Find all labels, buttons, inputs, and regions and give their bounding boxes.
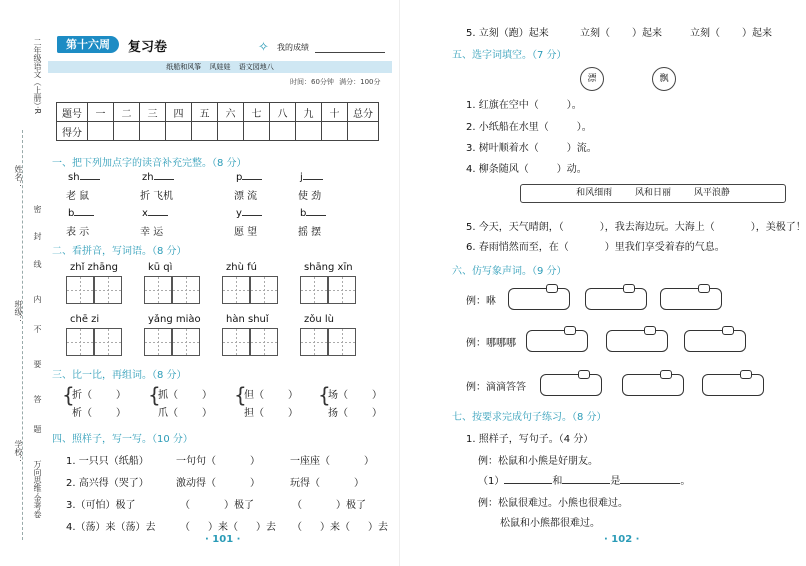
- compare-char-line: 折（ ）: [72, 390, 126, 401]
- pinyin-blank: y: [236, 208, 262, 219]
- grade-label: 二年级语文（上册）·R: [33, 38, 42, 115]
- writing-grid-cell: [94, 328, 122, 356]
- score-row-label: 得分: [57, 122, 88, 141]
- score-input-cell[interactable]: [114, 122, 140, 141]
- score-header-cell: 题号: [57, 103, 88, 122]
- s6-box-2: [585, 288, 647, 310]
- grid-pinyin: kū qì: [148, 262, 173, 273]
- score-header-cell: 一: [88, 103, 114, 122]
- page-number-left: · 101 ·: [205, 534, 241, 545]
- s7-blank-line: （1） 和 是 。: [478, 476, 691, 487]
- s7-q1: 1. 照样子，写句子。（4 分）: [466, 434, 594, 445]
- score-header-cell: 三: [140, 103, 166, 122]
- q5-blank-2: 立刻（ ）起来: [690, 28, 772, 39]
- binding-strip: [0, 0, 44, 566]
- publisher-label: 万向思维·金考卷: [33, 460, 42, 519]
- star-icon: ✧: [258, 40, 269, 55]
- score-header-cell: 八: [270, 103, 296, 122]
- cut-mark-6: 要: [33, 360, 42, 368]
- section-3-title: 三、比一比，再组词。（8 分）: [52, 370, 187, 381]
- score-input-cell[interactable]: [140, 122, 166, 141]
- writing-grid-cell: [222, 328, 250, 356]
- s6-box-5: [606, 330, 668, 352]
- page-title: 复习卷: [128, 40, 168, 55]
- pattern-blank-2: （ ）极了: [292, 500, 366, 511]
- compare-char-line: 但（ ）: [244, 390, 298, 401]
- writing-grid-cell: [144, 276, 172, 304]
- writing-grid-cell: [328, 276, 356, 304]
- lesson-banner: 纸船和风筝 风娃娃 语文园地八: [48, 61, 392, 73]
- cut-mark-7: 答: [33, 395, 42, 403]
- brace-symbol: {: [62, 383, 75, 407]
- pattern-blank-1: 激动得（ ）: [176, 478, 260, 489]
- word-with-dotted-char: 漂 流: [234, 191, 258, 202]
- brace-symbol: {: [148, 383, 161, 407]
- writing-grid-cell: [300, 276, 328, 304]
- pinyin-blank: sh: [68, 172, 100, 183]
- s6-example-2: 例：哪哪哪: [466, 338, 516, 349]
- grid-pinyin: chē zi: [70, 314, 100, 325]
- week-badge: 第十六周: [57, 36, 119, 53]
- word-with-dotted-char: 使 劲: [298, 191, 322, 202]
- score-input-cell[interactable]: [218, 122, 244, 141]
- pattern-example: 3.（可怕）极了: [66, 500, 136, 511]
- pin-icon: [578, 370, 590, 379]
- score-input-cell[interactable]: [88, 122, 114, 141]
- s6-box-1: [508, 288, 570, 310]
- writing-grid-cell: [222, 276, 250, 304]
- flower-char-piao2: 飘: [652, 67, 676, 91]
- score-table: [56, 102, 379, 141]
- score-input-cell[interactable]: [348, 122, 379, 141]
- score-header-cell: 七: [244, 103, 270, 122]
- compare-char-line: 爪（ ）: [158, 408, 212, 419]
- grid-pinyin: zhǐ zhāng: [70, 262, 118, 273]
- writing-grid-cell: [94, 276, 122, 304]
- pin-icon: [698, 284, 710, 293]
- pin-icon: [722, 326, 734, 335]
- q5-blank-1: 立刻（ ）起来: [580, 28, 662, 39]
- pin-icon: [660, 370, 672, 379]
- pin-icon: [546, 284, 558, 293]
- cut-mark-2: 封: [33, 232, 42, 240]
- cut-mark-8: 题: [33, 425, 42, 433]
- compare-char-line: 析（ ）: [72, 408, 126, 419]
- pattern-blank-1: （ ）来（ ）去: [180, 522, 276, 533]
- grid-pinyin: shāng xīn: [304, 262, 353, 273]
- class-label: 班级：: [14, 300, 23, 324]
- section-4-title: 四、照样子，写一写。（10 分）: [52, 434, 193, 445]
- compare-char-line: 担（ ）: [244, 408, 298, 419]
- pinyin-blank: b: [68, 208, 94, 219]
- school-label: 学校：: [14, 440, 23, 464]
- pinyin-blank: j: [300, 172, 323, 183]
- pattern-blank-2: 一座座（ ）: [290, 456, 374, 467]
- pinyin-blank: zh: [142, 172, 174, 183]
- word-with-dotted-char: 折 飞机: [140, 191, 174, 202]
- compare-char-line: 抓（ ）: [158, 390, 212, 401]
- page-divider: [399, 0, 400, 566]
- pin-icon: [644, 326, 656, 335]
- pattern-blank-2: 玩得（ ）: [290, 478, 364, 489]
- s6-box-7: [540, 374, 602, 396]
- score-header-cell: 十: [322, 103, 348, 122]
- s6-box-9: [702, 374, 764, 396]
- pin-icon: [623, 284, 635, 293]
- word-with-dotted-char: 愿 望: [234, 227, 258, 238]
- score-input-cell[interactable]: [322, 122, 348, 141]
- s6-box-8: [622, 374, 684, 396]
- section-1-title: 一、把下列加点字的读音补充完整。（8 分）: [52, 158, 247, 169]
- pinyin-blank: b: [300, 208, 326, 219]
- cut-mark-3: 线: [33, 260, 42, 268]
- score-input-cell[interactable]: [166, 122, 192, 141]
- s6-example-3: 例：滴滴答答: [466, 382, 526, 393]
- pinyin-blank: x: [142, 208, 168, 219]
- flower-char-piao1: 漂: [580, 67, 604, 91]
- s6-box-4: [526, 330, 588, 352]
- score-line: [315, 52, 385, 53]
- writing-grid-cell: [250, 328, 278, 356]
- brace-symbol: {: [318, 383, 331, 407]
- score-header-cell: 总分: [348, 103, 379, 122]
- cut-mark-4: 内: [33, 295, 42, 303]
- brace-symbol: {: [234, 383, 247, 407]
- pin-icon: [564, 326, 576, 335]
- pin-icon: [740, 370, 752, 379]
- cut-line: [22, 130, 23, 540]
- s6-example-1: 例：咻: [466, 296, 496, 307]
- score-input-cell[interactable]: [296, 122, 322, 141]
- writing-grid-cell: [144, 328, 172, 356]
- s5-item-3: 3. 树叶顺着水（ ）流。: [466, 143, 597, 154]
- writing-grid-cell: [250, 276, 278, 304]
- s7-example-2: 例：松鼠很难过。小熊也很难过。: [478, 498, 628, 509]
- pattern-blank-1: 一句句（ ）: [176, 456, 260, 467]
- section-7-title: 七、按要求完成句子练习。（8 分）: [452, 412, 607, 423]
- section-2-title: 二、看拼音，写词语。（8 分）: [52, 246, 187, 257]
- score-input-cell[interactable]: [270, 122, 296, 141]
- grid-pinyin: zhù fú: [226, 262, 257, 273]
- word-with-dotted-char: 表 示: [66, 227, 90, 238]
- s5-item-1: 1. 红旗在空中（ ）。: [466, 100, 582, 111]
- word-with-dotted-char: 摇 摆: [298, 227, 322, 238]
- writing-grid-cell: [172, 328, 200, 356]
- cut-mark-5: 不: [33, 325, 42, 333]
- page-number-right: · 102 ·: [604, 534, 640, 545]
- score-header-cell: 二: [114, 103, 140, 122]
- writing-grid-cell: [66, 328, 94, 356]
- score-label: 我的成绩: [277, 43, 309, 52]
- section-5-title: 五、选字词填空。（7 分）: [452, 50, 567, 61]
- score-header-cell: 六: [218, 103, 244, 122]
- q5-example: 5. 立刻（跑）起来: [466, 28, 549, 39]
- s7-example-1: 例：松鼠和小熊是好朋友。: [478, 456, 598, 467]
- word-with-dotted-char: 老 鼠: [66, 191, 90, 202]
- s6-box-3: [660, 288, 722, 310]
- pinyin-blank: p: [236, 172, 262, 183]
- score-input-cell[interactable]: [192, 122, 218, 141]
- pattern-blank-1: （ ）极了: [180, 500, 254, 511]
- score-header-cell: 九: [296, 103, 322, 122]
- pattern-example: 4.（荡）来（荡）去: [66, 522, 156, 533]
- pattern-example: 2. 高兴得（哭了）: [66, 478, 149, 489]
- grid-pinyin: zǒu lù: [304, 314, 334, 325]
- compare-char-line: 扬（ ）: [328, 408, 382, 419]
- score-header-cell: 四: [166, 103, 192, 122]
- score-header-cell: 五: [192, 103, 218, 122]
- s5-item-4: 4. 柳条随风（ ）动。: [466, 164, 587, 175]
- writing-grid-cell: [300, 328, 328, 356]
- grid-pinyin: yǎng miào: [148, 314, 201, 325]
- time-info: 时间：60分钟 满分：100分: [290, 78, 381, 86]
- s5-item-5: 5. 今天，天气晴朗，（ ），我去海边玩。大海上（ ），美极了！: [466, 222, 806, 233]
- word-choice-box: 和风细雨 风和日丽 风平浪静: [520, 184, 786, 203]
- cut-mark-1: 密: [33, 205, 42, 213]
- writing-grid-cell: [172, 276, 200, 304]
- pattern-example: 1. 一只只（纸船）: [66, 456, 149, 467]
- grid-pinyin: hàn shuǐ: [226, 314, 269, 325]
- name-label: 姓名：: [14, 165, 23, 189]
- word-with-dotted-char: 幸 运: [140, 227, 164, 238]
- s7-example-3: 松鼠和小熊都很难过。: [500, 518, 600, 529]
- s5-item-2: 2. 小纸船在水里（ ）。: [466, 122, 592, 133]
- score-input-cell[interactable]: [244, 122, 270, 141]
- s6-box-6: [684, 330, 746, 352]
- pattern-blank-2: （ ）来（ ）去: [292, 522, 388, 533]
- compare-char-line: 场（ ）: [328, 390, 382, 401]
- writing-grid-cell: [66, 276, 94, 304]
- section-6-title: 六、仿写象声词。（9 分）: [452, 266, 567, 277]
- writing-grid-cell: [328, 328, 356, 356]
- s5-item-6: 6. 春雨悄然而至，在（ ）里我们享受着春的气息。: [466, 242, 725, 253]
